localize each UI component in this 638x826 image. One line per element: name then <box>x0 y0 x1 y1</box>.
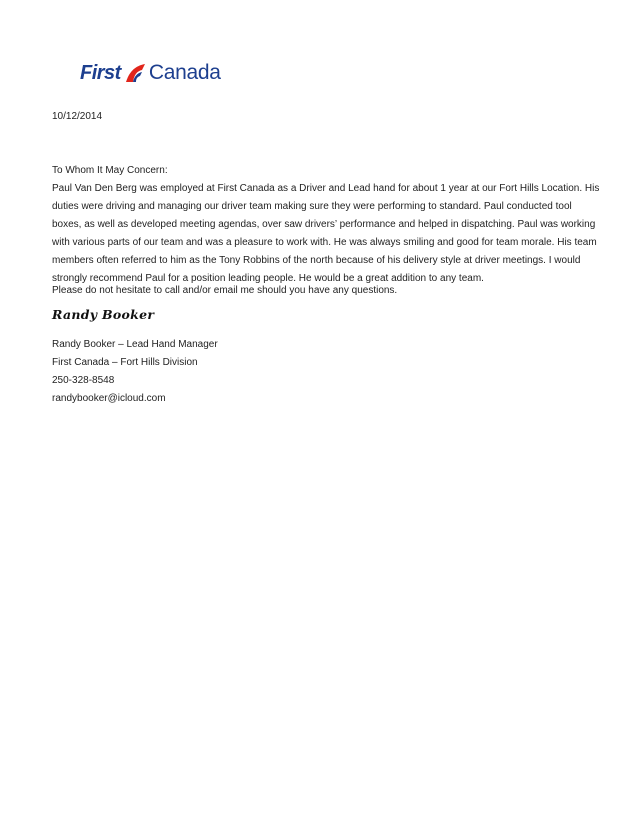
letter-date: 10/12/2014 <box>52 111 103 122</box>
body-line: duties were driving and managing our driver team making sure they were performing to standard. Paul conducted tool <box>52 201 572 212</box>
body-line: with various parts of our team and was a pleasure to work with. He was always smiling and good for team morale. His team <box>52 237 597 248</box>
signer-name-title: Randy Booker – Lead Hand Manager <box>52 339 218 350</box>
signer-email: randybooker@icloud.com <box>52 393 166 404</box>
body-paragraph <box>52 180 600 288</box>
salutation: To Whom It May Concern: <box>52 165 168 176</box>
company-logo <box>80 58 221 88</box>
handwritten-signature: Randy Booker <box>52 307 155 322</box>
body-line: boxes, as well as developed meeting agendas, over saw drivers’ performance and helped in dispatching. Paul was working <box>52 219 596 230</box>
body-line: strongly recommend Paul for a position leading people. He would be a great addition to any team. <box>52 273 484 284</box>
logo-word-first: First <box>80 61 121 84</box>
body-line: Paul Van Den Berg was employed at First Canada as a Driver and Lead hand for about 1 year at our Fort Hills Location. His <box>52 183 600 194</box>
signature-block <box>52 336 592 408</box>
flag-swoosh-icon <box>124 62 146 84</box>
closing-paragraph: Please do not hesitate to call and/or email me should you have any questions. <box>52 285 398 296</box>
body-line: members often referred to him as the Tony Robbins of the north because of his delivery style at driver meetings. I would <box>52 255 581 266</box>
signer-company-division: First Canada – Fort Hills Division <box>52 357 198 368</box>
signer-phone: 250-328-8548 <box>52 375 115 386</box>
logo-word-canada: Canada <box>148 61 221 84</box>
